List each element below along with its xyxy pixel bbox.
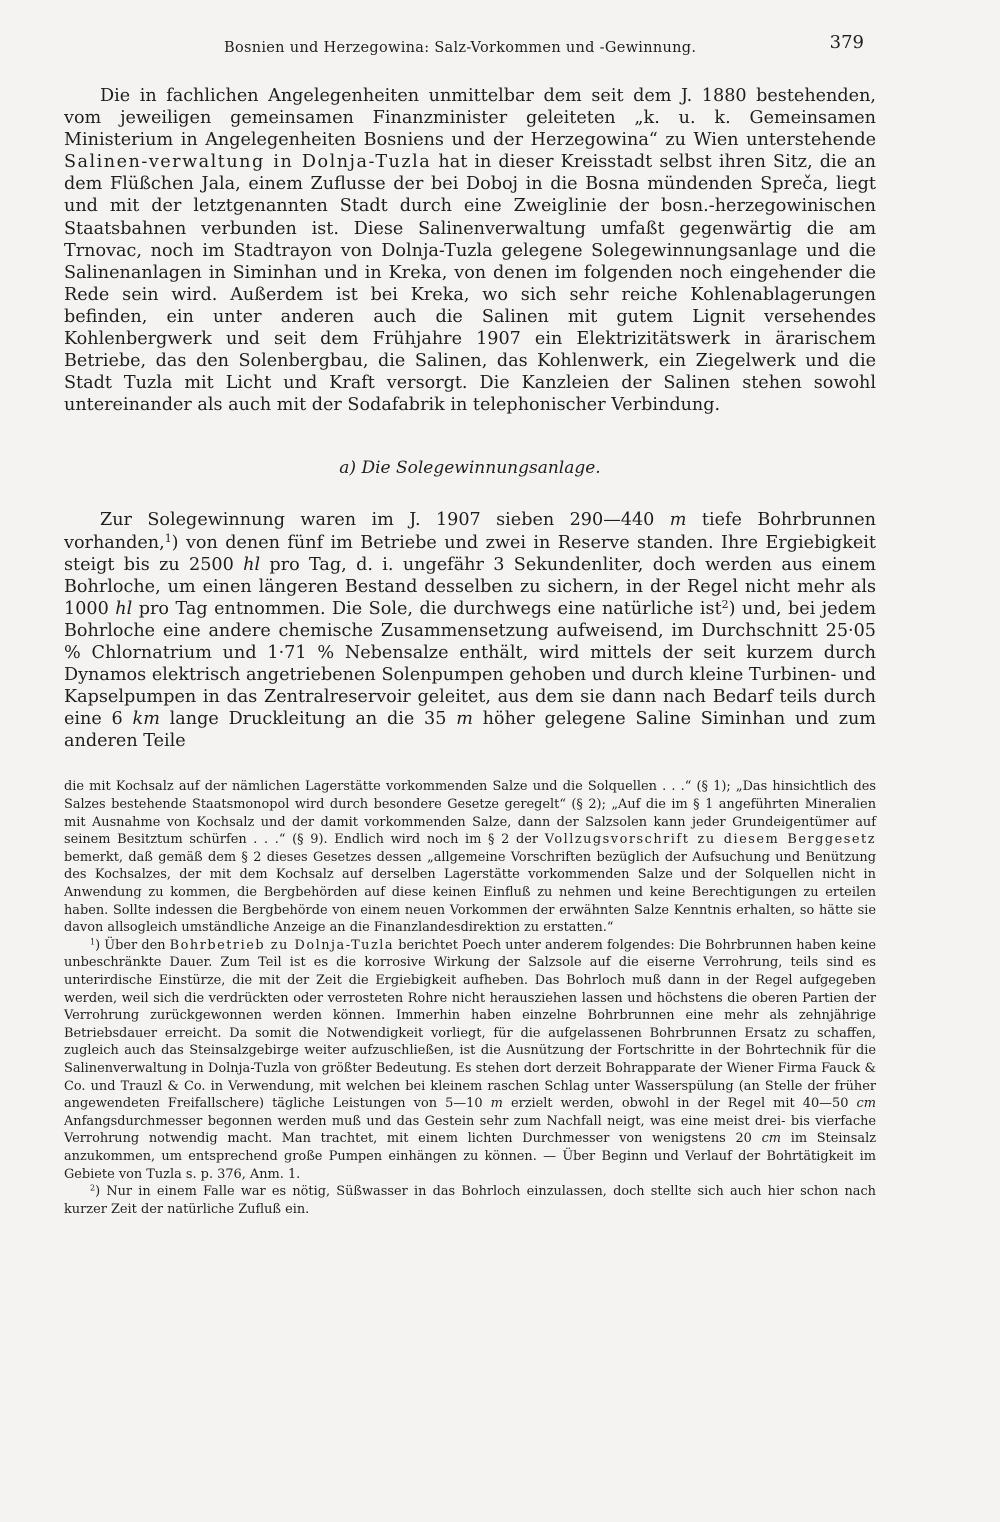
footnote-marker: 2 bbox=[90, 1183, 96, 1193]
paragraph-text: Zur Solegewinnung waren im J. 1907 sieben 290—440 bbox=[100, 510, 670, 531]
footnote-text: im Steinsalz anzukommen, um entsprechend große Pumpen einhängen zu können. — Über Beginn und Verlauf der Bohrtätigkeit im Gebiete von Tuzla s. p. 376, Anm. 1. bbox=[64, 1131, 876, 1182]
paragraph-text: pro Tag, d. i. ungefähr 3 Sekundenliter, doch werden aus einem Bohrloche, um einen längeren Bestand desselben zu sichern, in der Regel nicht mehr als 1000 bbox=[64, 554, 876, 619]
paragraph-text: lange Druckleitung an die 35 bbox=[159, 709, 457, 730]
emphasized-text: Salinen-verwaltung in Dolnja-Tuzla bbox=[64, 152, 432, 173]
paragraph-text: ) von denen fünf im Betriebe und zwei in Reserve standen. Ihre Ergiebigkeit steigt bis zu 2500 bbox=[64, 532, 876, 575]
footnote-ref: 1 bbox=[164, 531, 172, 545]
footnote-text: Anfangsdurchmesser begonnen werden muß und das Gestein sehr zum Nachfall neigt, was eine meist drei- bis vierfache Verrohrung notwendig macht. Man trachtet, mit einem lichten Durchmesser von wenigstens 20 bbox=[64, 1113, 876, 1147]
footnote-ref: 2 bbox=[721, 597, 729, 611]
footnote-continuation bbox=[64, 778, 876, 936]
paragraph-text: tiefe Bohrbrunnen vorhanden, bbox=[64, 510, 877, 553]
running-title: Bosnien und Herzegowina: Salz-Vorkommen und -Gewinnung. bbox=[224, 40, 697, 56]
footnote-text: ) Nur in einem Falle war es nötig, Süßwasser in das Bohrloch einzulassen, doch stellte sich auch hier schon nach kurzer Zeit der natürliche Zufluß ein. bbox=[64, 1184, 876, 1217]
footnote-text: die mit Kochsalz auf der nämlichen Lagerstätte vorkommenden Salze und die Solquellen . . .“ (§ 1); „Das hinsichtlich des Salzes bestehende Staatsmonopol wird durch besondere Gesetze geregelt“ (§ 2); „Auf die im § 1 angeführten Mineralien mit Ausnahme von Kochsalz und der damit vorkommenden Salze, dann der Salzsolen kann jeder Grundeigentümer auf seinem Besitztum schürfen . . .“ (§ 9). Endlich wird noch im § 2 der bbox=[64, 779, 876, 848]
body-paragraph-1 bbox=[64, 85, 876, 416]
emphasized-text: Bohrbetrieb zu Dolnja-Tuzla bbox=[169, 937, 395, 953]
unit-text: km bbox=[132, 709, 160, 730]
page-number: 379 bbox=[829, 32, 864, 53]
paragraph-text: höher gelegene Saline Siminhan und zum anderen Teile bbox=[64, 709, 876, 752]
paragraph-text: Die in fachlichen Angelegenheiten unmittelbar dem seit dem J. 1880 bestehenden, vom jeweiligen gemeinsamen Finanzminister geleiteten „k. u. k. Gemeinsamen Ministerium in Angelegenheiten Bosniens und der Herzegowina“ zu Wien unterstehende bbox=[64, 86, 876, 151]
section-heading: a) Die Solegewinnungsanlage. bbox=[339, 458, 601, 479]
emphasized-text: Vollzugsvorschrift zu diesem Berggesetz bbox=[544, 832, 876, 848]
unit-text: m bbox=[490, 1096, 503, 1112]
footnote-text: bemerkt, daß gemäß dem § 2 dieses Gesetzes dessen „allgemeine Vorschriften bezüglich der Aufsuchung und Benützung des Kochsalzes, der mit dem Kochsalz auf derselben Lagerstätte vorkommenden Salze und der Solquellen nicht in Anwendung zu kommen, die Bergbehörden auf diese keinen Einfluß zu nehmen und keine Berechtigungen zu erteilen haben. Sollte indessen die Bergbehörde von einem neuen Vorkommen der erwähnten Salze Kenntnis erhalten, so hätte sie davon allsogleich umständliche Anzeige an die Finanzlandesdirektion zu erstatten.“ bbox=[64, 849, 876, 936]
running-header bbox=[64, 30, 876, 70]
footnote-2 bbox=[64, 1183, 876, 1218]
body-paragraph-2 bbox=[64, 509, 876, 752]
paragraph-text: ) und, bei jedem Bohrloche eine andere chemische Zusammensetzung aufweisend, im Durchschnitt 25·05 % Chlornatrium und 1·71 % Nebensalze enthält, wird mittels der seit kurzem durch Dynamos elektrisch angetriebenen Solenpumpen gehoben und durch kleine Turbinen- und Kapselpumpen in das Zentralreservoir geleitet, aus dem sie dann nach Bedarf teils durch eine 6 bbox=[64, 598, 877, 730]
footnote-marker: 1 bbox=[90, 937, 96, 947]
footnote-text: erzielt werden, obwohl in der Regel mit 40—50 bbox=[502, 1096, 857, 1112]
unit-text: cm bbox=[761, 1131, 782, 1147]
unit-text: hl bbox=[115, 598, 133, 619]
footnotes bbox=[64, 778, 876, 1218]
footnote-1 bbox=[64, 937, 876, 1183]
unit-text: hl bbox=[243, 554, 261, 575]
unit-text: cm bbox=[856, 1096, 876, 1112]
footnote-text: berichtet Poech unter anderem folgendes: Die Bohrbrunnen haben keine unbeschränkte Dauer. Zum Teil ist es die korrosive Wirkung der Salzsole auf die eiserne Verrohrung, teils sind es unterirdische Einstürze, die mit der Zeit die Ergiebigkeit aufheben. Das Bohrloch muß dann in der Regel aufgegeben werden, weil sich die verdrückten oder verrosteten Rohre nicht herausziehen lassen und höchstens die oberen Partien der Verrohrung zurückgewonnen werden können. Immerhin haben einzelne Bohrbrunnen eine mehr als zehnjährige Betriebsdauer erreicht. Da somit die Notwendigkeit vorliegt, für die aufgelassenen Bohrbrunnen Ersatz zu schaffen, zugleich auch das Steinsalzgebirge weiter aufzuschließen, ist die Ausnützung der Fortschritte in der Bohrtechnik für die Salinenverwaltung in Dolnja-Tuzla von größter Bedeutung. Es stehen dort derzeit Bohrapparate der Wiener Firma Fauck & Co. und Trauzl & Co. in Verwendung, mit welchen bei kleinem raschen Schlag unter Wasserspülung (an Stelle der früher angewendeten Freifallschere) tägliche Leistungen von 5—10 bbox=[64, 937, 877, 1112]
unit-text: m bbox=[456, 709, 473, 730]
footnote-text: ) Über den bbox=[95, 937, 170, 953]
unit-text: m bbox=[669, 510, 687, 531]
paragraph-text: pro Tag entnommen. Die Sole, die durchwegs eine natürliche ist bbox=[132, 598, 722, 619]
paragraph-text: hat in dieser Kreisstadt selbst ihren Sitz, die an dem Flüßchen Jala, einem Zuflusse der bei Doboj in die Bosna mündenden Spreča, liegt und mit der letztgenannten Stadt durch eine Zweiglinie der bosn.-herzegowinischen Staatsbahnen verbunden ist. Diese Salinenverwaltung umfaßt gegenwärtig die am Trnovac, noch im Stadtrayon von Dolnja-Tuzla gelegene Solegewinnungsanlage und die Salinenanlagen in Siminhan und in Kreka, von denen im folgenden noch eingehender die Rede sein wird. Außerdem ist bei Kreka, wo sich sehr reiche Kohlenablagerungen befinden, ein unter anderen auch die Salinen mit gutem Lignit versehendes Kohlenbergwerk und seit dem Frühjahre 1907 ein Elektrizitätswerk in ärarischem Betriebe, das den Solenbergbau, die Salinen, das Kohlenwerk, ein Ziegelwerk und die Stadt Tuzla mit Licht und Kraft versorgt. Die Kanzleien der Salinen stehen sowohl untereinander als auch mit der Sodafabrik in telephonischer Verbindung. bbox=[64, 152, 876, 416]
document-page bbox=[64, 30, 876, 1218]
